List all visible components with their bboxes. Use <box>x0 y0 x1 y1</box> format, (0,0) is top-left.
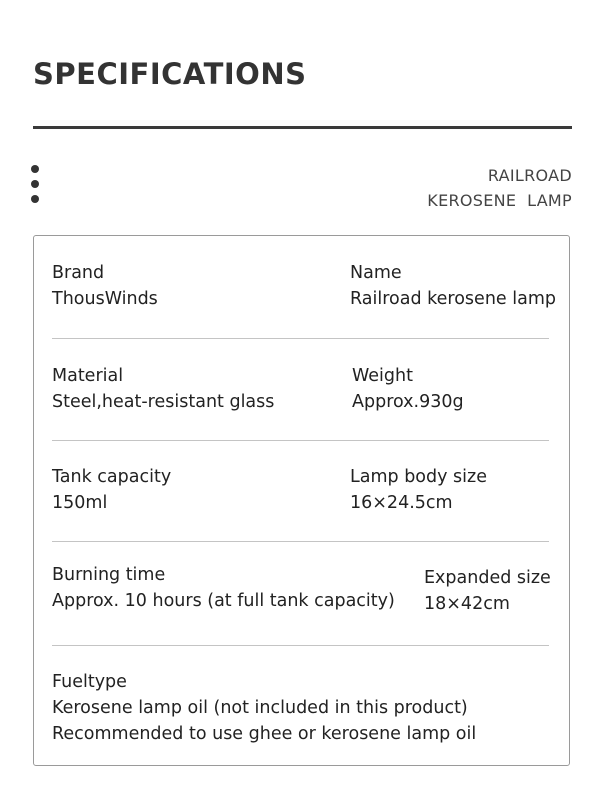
spec-material <box>52 363 274 415</box>
row-divider <box>52 645 549 646</box>
spec-value: 16×24.5cm <box>350 493 453 513</box>
spec-value: 18×42cm <box>424 594 510 614</box>
spec-label: Lamp body size <box>350 467 487 487</box>
spec-label: Tank capacity <box>52 467 172 487</box>
more-icon <box>31 165 41 210</box>
spec-value: Approx.930g <box>352 392 464 412</box>
spec-fueltype <box>52 669 476 747</box>
spec-label: Fueltype <box>52 672 127 692</box>
dot <box>31 195 39 203</box>
dot <box>31 180 39 188</box>
spec-lamp-body-size <box>350 464 487 516</box>
row-divider <box>52 440 549 441</box>
spec-value: 150ml <box>52 493 108 513</box>
specs-panel <box>33 235 570 766</box>
spec-brand <box>52 260 158 312</box>
title-divider <box>33 126 572 129</box>
product-name-line1: RAILROAD <box>487 166 572 185</box>
dot <box>31 165 39 173</box>
spec-value: ThousWinds <box>52 289 158 309</box>
spec-value: Kerosene lamp oil (not included in this product) <box>52 698 468 718</box>
spec-label: Material <box>52 366 124 386</box>
spec-value: Steel,heat-resistant glass <box>52 392 275 412</box>
spec-expanded-size <box>424 565 551 617</box>
spec-value: Approx. 10 hours (at full tank capacity) <box>52 591 395 611</box>
page-title: SPECIFICATIONS <box>33 57 307 91</box>
row-divider <box>52 541 549 542</box>
spec-weight <box>352 363 464 415</box>
spec-name <box>350 260 556 312</box>
product-name-line2: KEROSENE LAMP <box>427 191 572 210</box>
spec-tank-capacity <box>52 464 171 516</box>
spec-label: Burning time <box>52 565 166 585</box>
spec-value: Railroad kerosene lamp <box>350 289 556 309</box>
spec-burning-time <box>52 562 395 614</box>
product-name <box>427 163 572 213</box>
spec-label: Expanded size <box>424 568 551 588</box>
spec-label: Weight <box>352 366 413 386</box>
spec-value: Recommended to use ghee or kerosene lamp oil <box>52 724 477 744</box>
spec-label: Name <box>350 263 402 283</box>
row-divider <box>52 338 549 339</box>
spec-label: Brand <box>52 263 105 283</box>
